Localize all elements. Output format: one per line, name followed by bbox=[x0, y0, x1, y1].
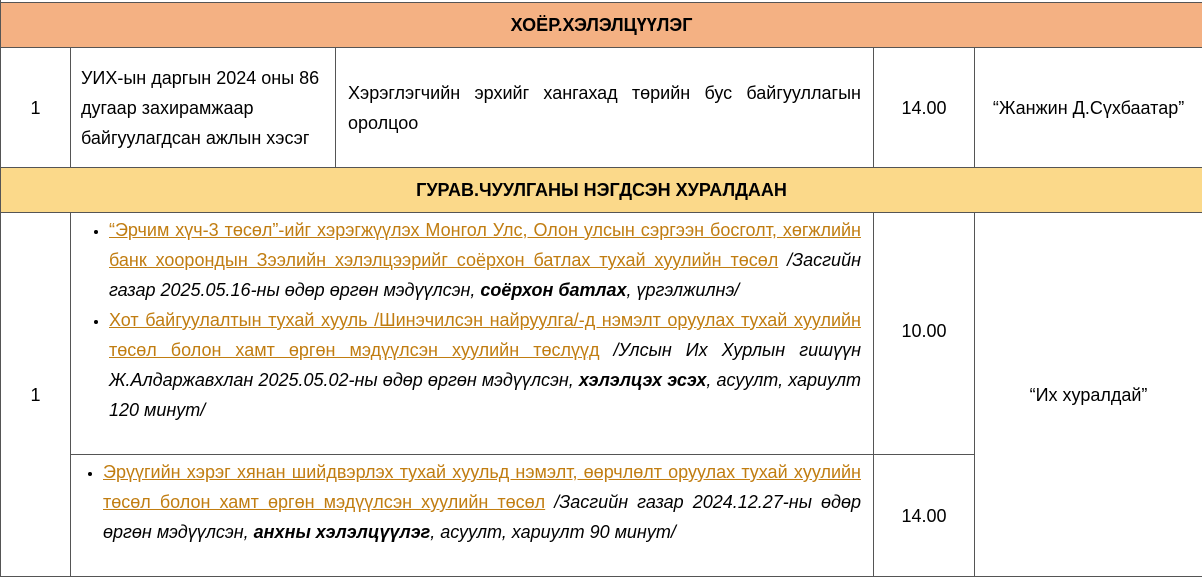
agenda-list bbox=[71, 457, 873, 547]
row-number: 1 bbox=[1, 48, 71, 168]
bill-note: /Засгийн газар 2024.12.27-ны өдөр өргөн мэдүүлсэн, анхны хэлэлцүүлэг, асуулт, хариулт 90 минут/ bbox=[103, 492, 861, 542]
bill-note: /Улсын Их Хурлын гишүүн Ж.Алдаржавхлан 2025.05.02-ны өдөр өргөн мэдүүлсэн, хэлэлцэх эсэх, асуулт, хариулт 120 минут/ bbox=[109, 340, 861, 420]
section2-row bbox=[1, 48, 1202, 168]
row-number: 1 bbox=[1, 213, 71, 577]
section3-title: ГУРАВ.ЧУУЛГАНЫ НЭГДСЭН ХУРАЛДААН bbox=[1, 168, 1202, 213]
bill-link[interactable]: Хот байгуулалтын тухай хууль /Шинэчилсэн найруулга/-д нэмэлт оруулах тухай хуулийн төсөл болон хамт өргөн мэдүүлсэн хуулийн төслүүд bbox=[109, 310, 861, 360]
section2-header-row bbox=[1, 3, 1202, 48]
agenda-items-a bbox=[71, 213, 874, 455]
list-item bbox=[103, 457, 861, 547]
bill-link[interactable]: “Эрчим хүч-3 төсөл”-ийг хэрэгжүүлэх Монгол Улс, Олон улсын сэргээн босголт, хөгжлийн банк хоорондын Зээлийн хэлэлцээрийг соёрхон батлах тухай хуулийн төсөл bbox=[109, 220, 861, 270]
section3-row-a bbox=[1, 213, 1202, 455]
start-time: 14.00 bbox=[874, 455, 975, 577]
discussion-topic: Хэрэглэгчийн эрхийг хангахад төрийн бус байгууллагын оролцоо bbox=[336, 48, 874, 168]
agenda-items-b bbox=[71, 455, 874, 577]
agenda-list bbox=[71, 215, 873, 425]
section3-header-row bbox=[1, 168, 1202, 213]
venue: “Их хуралдай” bbox=[975, 213, 1202, 577]
responsible-body: УИХ-ын даргын 2024 оны 86 дугаар захирамжаар байгуулагдсан ажлын хэсэг bbox=[71, 48, 336, 168]
list-item bbox=[109, 215, 861, 305]
bill-link[interactable]: Эрүүгийн хэрэг хянан шийдвэрлэх тухай хуульд нэмэлт, өөрчлөлт оруулах тухай хуулийн төсөл болон хамт өргөн мэдүүлсэн хуулийн төсөл bbox=[103, 462, 861, 512]
bill-note: /Засгийн газар 2025.05.16-ны өдөр өргөн мэдүүлсэн, соёрхон батлах, үргэлжилнэ/ bbox=[109, 250, 861, 300]
venue: “Жанжин Д.Сүхбаатар” bbox=[975, 48, 1202, 168]
start-time: 14.00 bbox=[874, 48, 975, 168]
section2-title: ХОЁР.ХЭЛЭЛЦҮҮЛЭГ bbox=[1, 3, 1202, 48]
start-time: 10.00 bbox=[874, 213, 975, 455]
list-item bbox=[109, 305, 861, 425]
